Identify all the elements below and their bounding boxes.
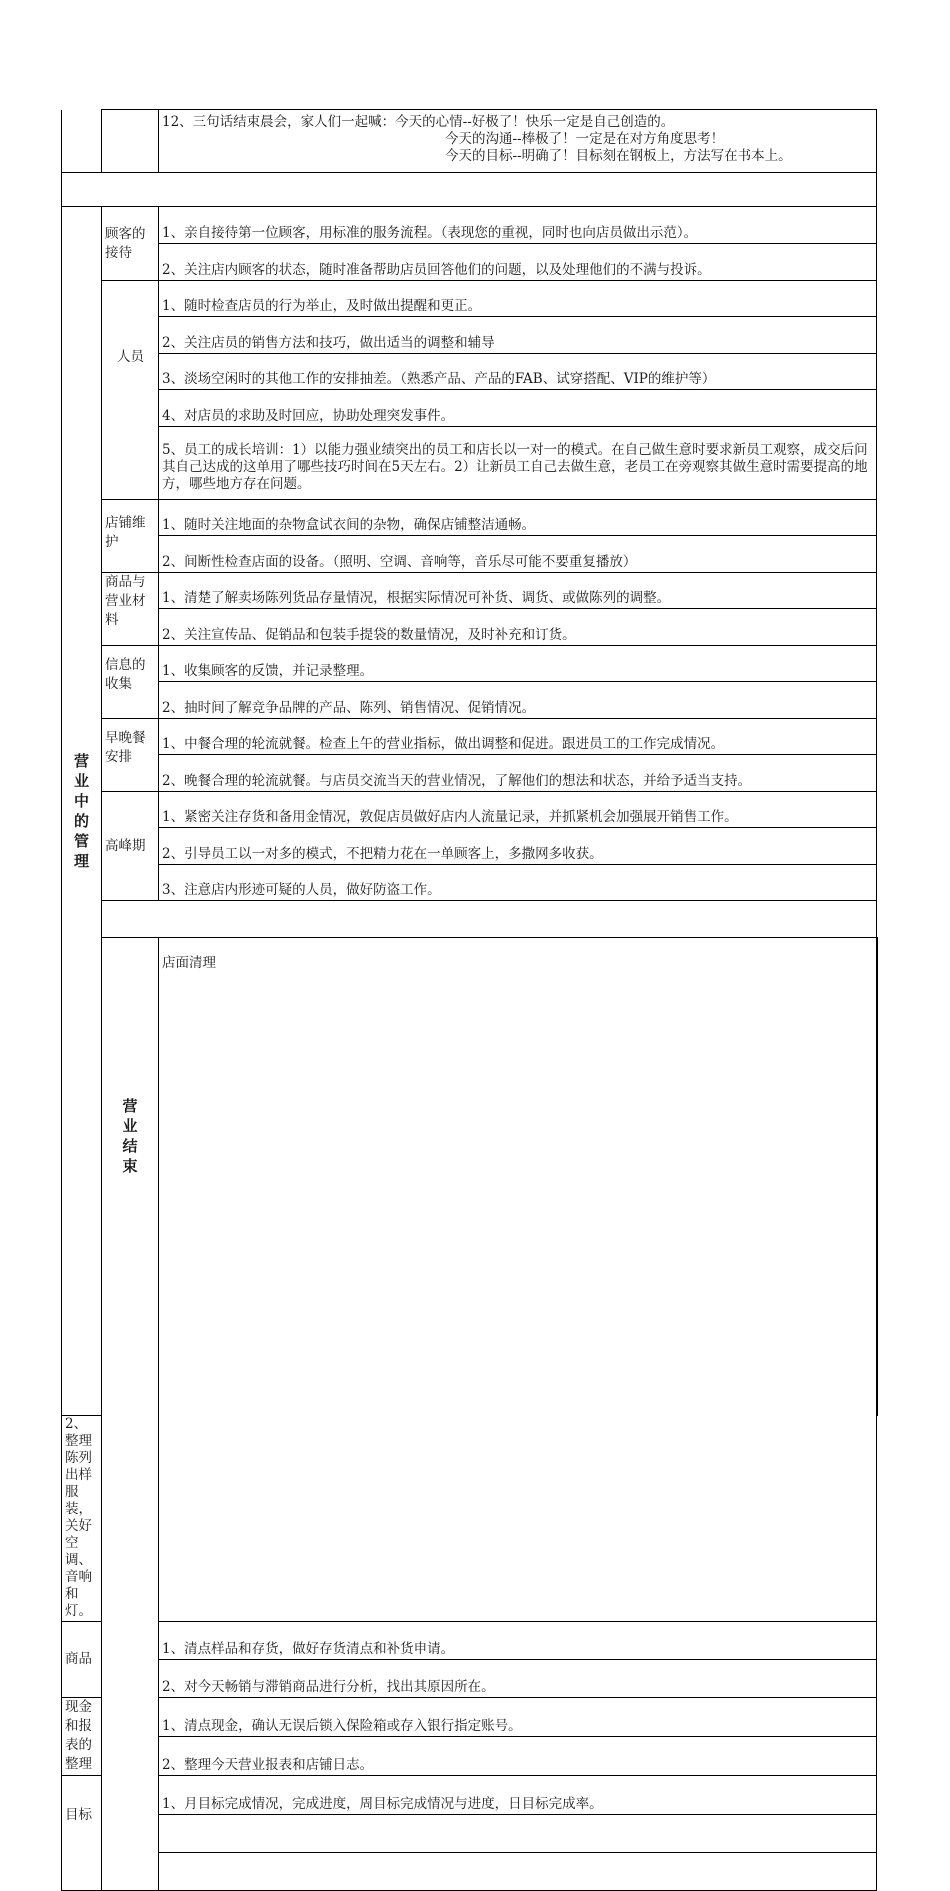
list-item: 2、关注店员的销售方法和技巧，做出适当的调整和辅导: [159, 317, 877, 354]
slogan-line-2: 今天的沟通--棒极了！一定是在对方角度思考！: [445, 131, 725, 147]
category-cash: 现金和报表的整理: [62, 1698, 102, 1776]
category-staff-label: 人员: [117, 349, 144, 365]
category-maintenance: 店铺维护: [102, 500, 159, 573]
slogan-line-3: 今天的目标--明确了！目标刻在钢板上，方法写在书本上。: [445, 148, 792, 164]
list-item: 2、引导员工以一对多的模式，不把精力花在一单顾客上，多撒网多收获。: [159, 828, 877, 865]
section-separator: [102, 901, 877, 938]
list-item: 2、晚餐合理的轮流就餐。与店员交流当天的营业情况，了解他们的想法和状态，并给予适当支持。: [159, 755, 877, 792]
list-item: 1、亲自接待第一位顾客，用标准的服务流程。（表现您的重视，同时也向店员做出示范）。: [159, 207, 877, 244]
section-title-closing: 营 业 结 束: [102, 938, 159, 1891]
list-item: 1、月目标完成情况，完成进度，周目标完成情况与进度，日目标完成率。: [159, 1776, 877, 1815]
list-item: 1、收集顾客的反馈，并记录整理。: [159, 646, 877, 682]
list-item: 2、关注店内顾客的状态，随时准备帮助店员回答他们的问题，以及处理他们的不满与投诉。: [159, 244, 877, 281]
list-item: 3、注意店内形迹可疑的人员，做好防盗工作。: [159, 865, 877, 901]
category-meals: 早晚餐安排: [102, 719, 159, 792]
category-peak: 高峰期: [102, 792, 159, 901]
blank-cell: [102, 110, 159, 173]
list-item: 1、中餐合理的轮流就餐。检查上午的营业指标，做出调整和促进。跟进员工的工作完成情况。: [159, 719, 877, 755]
category-goods-materials: 商品与营业材料: [102, 573, 159, 646]
list-item: 1、紧密关注存货和备用金情况，敦促店员做好店内人流量记录，并抓紧机会加强展开销售工作。: [159, 792, 877, 828]
category-goods: 商品: [62, 1622, 102, 1698]
management-table: [61, 109, 878, 1891]
category-target: 目标: [62, 1776, 102, 1891]
list-item: 2、关注宣传品、促销品和包装手提袋的数量情况，及时补充和订货。: [159, 609, 877, 646]
list-item: 2、对今天畅销与滞销商品进行分析，找出其原因所在。: [159, 1660, 877, 1698]
section-title-in-business: 营 业 中 的 管 理: [62, 207, 102, 1416]
slogan-line-1: 12、三句话结束晨会，家人们一起喊：今天的心情--好极了！快乐一定是自己创造的。: [162, 114, 675, 130]
list-item: 5、员工的成长培训：1）以能力强业绩突出的员工和店长以一对一的模式。在自己做生意时要求新员工观察，成交后问其自己达成的这单用了哪些技巧时间在5天左右。2）让新员工自己去做生意，老员工在旁观察其做生意时需要提高的地方，哪些地方存在问题。: [159, 427, 877, 500]
list-item: 2、整理今天营业报表和店铺日志。: [159, 1737, 877, 1776]
list-item: 1、清点样品和存货，做好存货清点和补货申请。: [159, 1622, 877, 1660]
list-item: 1、随时关注地面的杂物盒试衣间的杂物，确保店铺整洁通畅。: [159, 500, 877, 536]
checklist-sheet: [61, 109, 878, 1823]
section-separator: [62, 173, 877, 207]
list-item: 2、间断性检查店面的设备。（照明、空调、音响等，音乐尽可能不要重复播放）: [159, 536, 877, 573]
category-cleaning: 店面清理: [159, 938, 877, 1622]
blank-cell: [159, 1815, 877, 1853]
category-info: 信息的收集: [102, 646, 159, 719]
list-item: [877, 938, 878, 1416]
list-item: 1、随时检查店员的行为举止，及时做出提醒和更正。: [159, 281, 877, 317]
list-item: 2、抽时间了解竞争品牌的产品、陈列、销售情况、促销情况。: [159, 682, 877, 719]
list-item: 1、清点现金，确认无误后锁入保险箱或存入银行指定账号。: [159, 1698, 877, 1737]
category-staff: [102, 281, 159, 500]
morning-meeting-slogan: [159, 110, 877, 173]
list-item: 1、清楚了解卖场陈列货品存量情况，根据实际情况可补货、调货、或做陈列的调整。: [159, 573, 877, 609]
list-item: 4、对店员的求助及时回应，协助处理突发事件。: [159, 390, 877, 427]
blank-cell: [62, 110, 102, 173]
category-reception: 顾客的接待: [102, 207, 159, 281]
list-item: 2、整理陈列出样服装，关好空调、音响和灯。: [62, 1416, 102, 1622]
list-item: 3、淡场空闲时的其他工作的安排抽差。（熟悉产品、产品的FAB、试穿搭配、VIP的维护等）: [159, 354, 877, 390]
blank-cell: [159, 1853, 877, 1891]
